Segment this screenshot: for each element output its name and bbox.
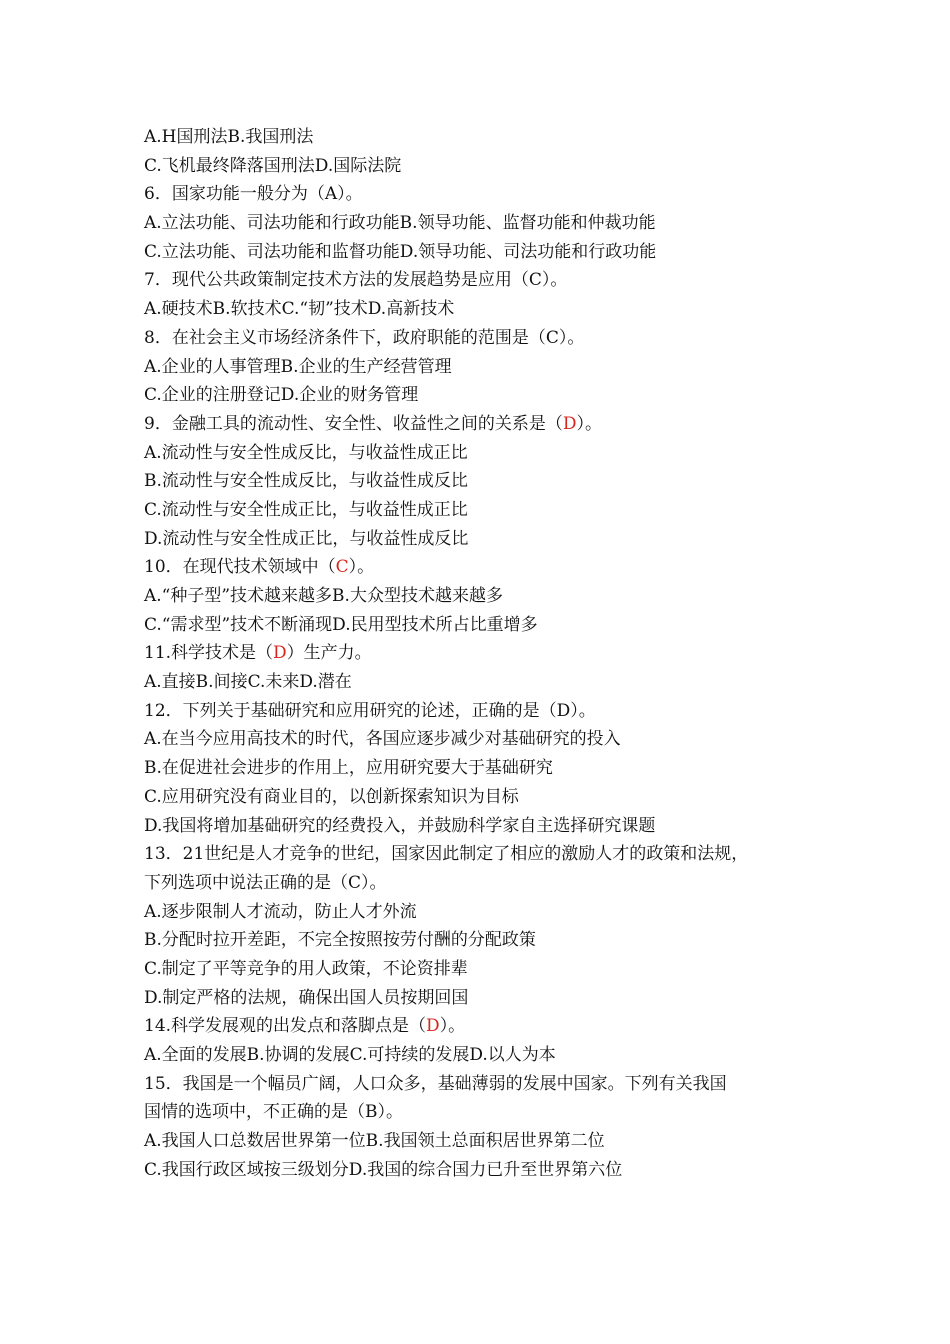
- text-line: B.流动性与安全性成反比，与收益性成反比: [144, 471, 468, 492]
- text-line: D.制定严格的法规，确保出国人员按期回国: [144, 987, 469, 1008]
- text-line: C.立法功能、司法功能和监督功能D.领导功能、司法功能和行政功能: [144, 241, 657, 262]
- text-line: A.立法功能、司法功能和行政功能B.领导功能、监督功能和仲裁功能: [144, 213, 656, 234]
- text-line: A.全面的发展B.协调的发展C.可持续的发展D.以人为本: [144, 1045, 556, 1065]
- answer-highlight: D: [273, 643, 287, 664]
- text-line: A.流动性与安全性成反比，与收益性成正比: [144, 442, 468, 463]
- text-line: D.流动性与安全性成正比，与收益性成反比: [144, 528, 469, 549]
- text-line: B.在促进社会进步的作用上，应用研究要大于基础研究: [144, 758, 553, 779]
- text-line: A.在当今应用高技术的时代，各国应逐步减少对基础研究的投入: [144, 729, 621, 750]
- text-line: 6．国家功能一般分为（A）。: [144, 184, 363, 205]
- text-line: [144, 1012, 824, 1041]
- text-line: C.流动性与安全性成正比，与收益性成正比: [144, 499, 468, 520]
- answer-highlight: C: [335, 557, 349, 578]
- text-line: 国情的选项中，不正确的是（B）。: [144, 1102, 403, 1123]
- text-line: A.直接B.间接C.未来D.潜在: [144, 672, 352, 693]
- text-line: 13．21世纪是人才竞争的世纪，国家因此制定了相应的激励人才的政策和法规，: [144, 844, 749, 865]
- text-line: C.飞机最终降落国刑法D.国际法院: [144, 155, 402, 176]
- text-line: C.我国行政区域按三级划分D.我国的综合国力已升至世界第六位: [144, 1159, 623, 1180]
- question-text: 14.科学发展观的出发点和落脚点是（: [144, 1016, 427, 1037]
- text-line: C.应用研究没有商业目的，以创新探索知识为目标: [144, 786, 519, 807]
- question-text: 10．在现代技术领域中（: [144, 557, 336, 578]
- text-line: A.H国刑法B.我国刑法: [144, 127, 314, 147]
- text-line: 12．下列关于基础研究和应用研究的论述，正确的是（D）。: [144, 700, 596, 721]
- text-line: C.“需求型”技术不断涌现D.民用型技术所占比重增多: [144, 614, 538, 635]
- text-line: [144, 410, 824, 439]
- text-line: [144, 553, 824, 582]
- document-page: [144, 123, 824, 1184]
- text-line: [144, 639, 824, 668]
- text-line: 下列选项中说法正确的是（C）。: [144, 872, 387, 893]
- question-text: ）。: [439, 1016, 466, 1037]
- text-line: B.分配时拉开差距，不完全按照按劳付酬的分配政策: [144, 930, 536, 951]
- text-line: A.“种子型”技术越来越多B.大众型技术越来越多: [144, 586, 503, 606]
- text-line: A.我国人口总数居世界第一位B.我国领土总面积居世界第二位: [144, 1131, 605, 1152]
- answer-highlight: D: [562, 413, 577, 434]
- text-line: C.企业的注册登记D.企业的财务管理: [144, 385, 419, 406]
- text-line: A.逐步限制人才流动，防止人才外流: [144, 901, 417, 922]
- text-line: 15．我国是一个幅员广阔，人口众多，基础薄弱的发展中国家。下列有关我国: [144, 1073, 727, 1094]
- text-line: 8．在社会主义市场经济条件下，政府职能的范围是（C）。: [144, 327, 585, 348]
- question-text: ）。: [348, 557, 375, 578]
- text-line: A.硬技术B.软技术C.“韧”技术D.高新技术: [144, 299, 455, 320]
- answer-highlight: D: [426, 1016, 440, 1037]
- text-line: A.企业的人事管理B.企业的生产经营管理: [144, 356, 452, 377]
- question-text: ）。: [576, 413, 602, 434]
- question-text: 11.科学技术是（: [144, 643, 274, 664]
- question-text: ）生产力。: [286, 643, 372, 664]
- text-line: D.我国将增加基础研究的经费投入，并鼓励科学家自主选择研究课题: [144, 815, 656, 836]
- text-line: 7．现代公共政策制定技术方法的发展趋势是应用（C）。: [144, 270, 568, 291]
- text-line: C.制定了平等竞争的用人政策，不论资排辈: [144, 958, 468, 979]
- question-text: 9．金融工具的流动性、安全性、收益性之间的关系是（: [144, 413, 563, 434]
